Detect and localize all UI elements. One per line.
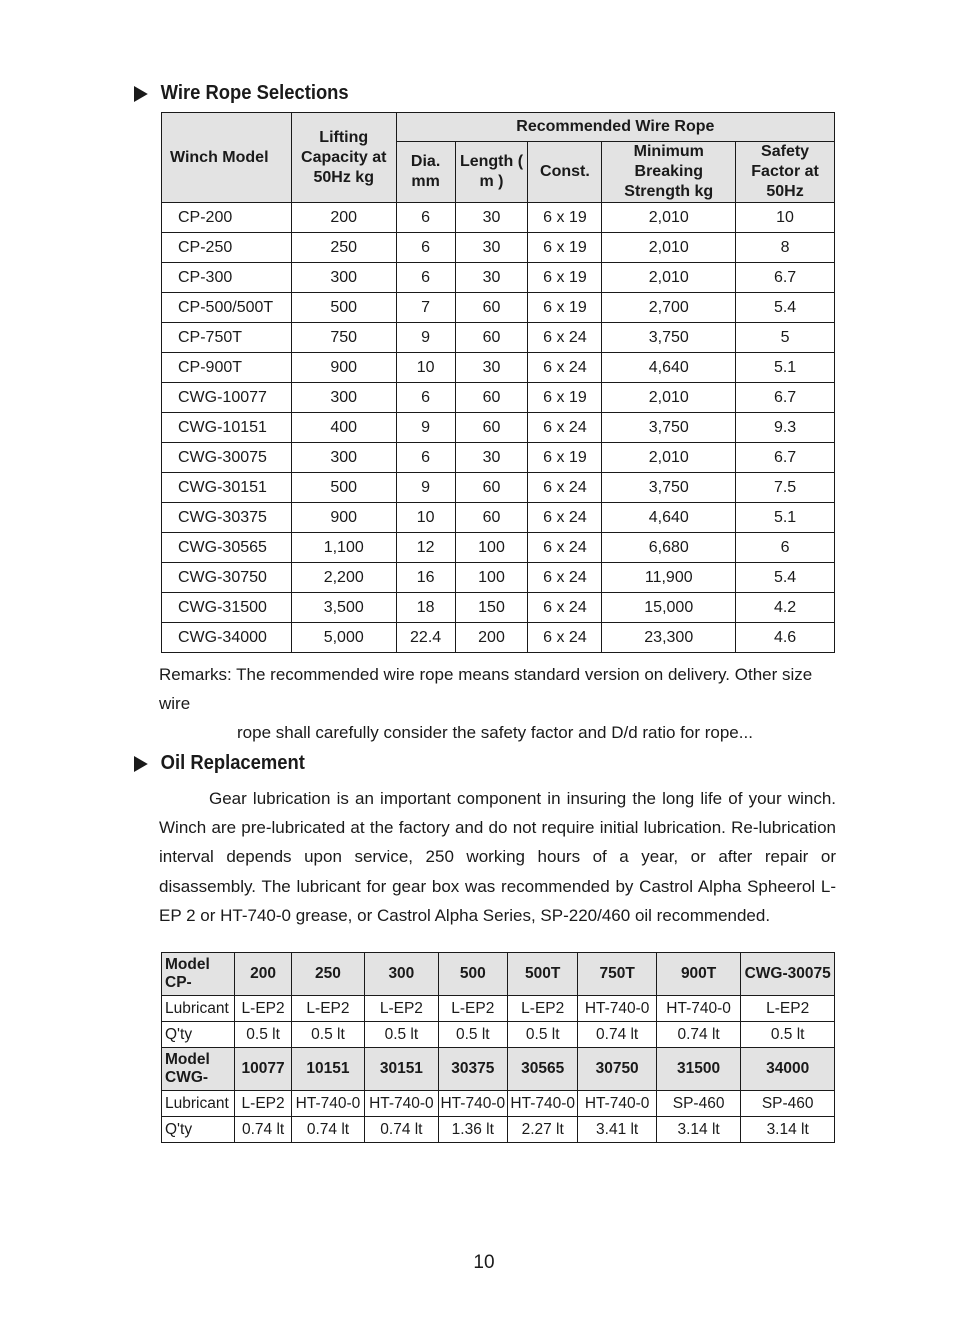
table-cell: 0.5 lt	[235, 1022, 291, 1048]
table-cell: 6	[396, 443, 455, 473]
table-cell: 0.74 lt	[365, 1117, 438, 1143]
header-min-breaking-strength: Minimum Breaking Strength kg	[602, 142, 736, 203]
table-cell: 30151	[365, 1048, 438, 1091]
table-cell: 60	[455, 323, 528, 353]
table-cell: 300	[291, 263, 396, 293]
table-cell: 2,700	[602, 293, 736, 323]
table-cell: 5	[736, 323, 835, 353]
table-cell: 30	[455, 353, 528, 383]
triangle-bullet-icon	[134, 86, 148, 102]
row-label: Lubricant	[162, 996, 235, 1022]
table-cell: HT-740-0	[578, 1091, 656, 1117]
table-cell: 2,010	[602, 383, 736, 413]
table-cell: CP-500/500T	[162, 293, 292, 323]
table-cell: 10	[396, 503, 455, 533]
table-cell: 750	[291, 323, 396, 353]
table-cell: 200	[235, 953, 291, 996]
row-label: Q'ty	[162, 1022, 235, 1048]
oil-table-body	[162, 953, 835, 1143]
table-cell: CWG-34000	[162, 623, 292, 653]
table-cell: 500T	[508, 953, 578, 996]
table-cell: 34000	[741, 1048, 835, 1091]
table-cell: 100	[455, 563, 528, 593]
table-cell: CWG-30375	[162, 503, 292, 533]
table-cell: CWG-30075	[162, 443, 292, 473]
wire-rope-table-body	[162, 203, 835, 653]
table-cell: CWG-30750	[162, 563, 292, 593]
table-cell: 15,000	[602, 593, 736, 623]
table-cell: L-EP2	[235, 1091, 291, 1117]
table-cell: 6 x 19	[528, 293, 602, 323]
table-cell: 6 x 24	[528, 563, 602, 593]
table-row	[162, 413, 835, 443]
table-cell: 60	[455, 413, 528, 443]
table-cell: 30375	[438, 1048, 507, 1091]
header-safety-factor: Safety Factor at 50Hz	[736, 142, 835, 203]
header-recommended-wire-rope: Recommended Wire Rope	[396, 113, 834, 142]
table-cell: 2.27 lt	[508, 1117, 578, 1143]
triangle-bullet-icon	[134, 756, 148, 772]
qty-row	[162, 1117, 835, 1143]
table-cell: 12	[396, 533, 455, 563]
table-cell: 4.2	[736, 593, 835, 623]
table-cell: 4,640	[602, 353, 736, 383]
table-row	[162, 593, 835, 623]
table-cell: 18	[396, 593, 455, 623]
table-cell: 6	[396, 383, 455, 413]
table-cell: 6 x 24	[528, 503, 602, 533]
table-cell: HT-740-0	[578, 996, 656, 1022]
table-cell: 9.3	[736, 413, 835, 443]
remarks	[159, 660, 839, 747]
table-cell: 6	[396, 263, 455, 293]
table-cell: 900	[291, 353, 396, 383]
table-cell: 30	[455, 203, 528, 233]
table-cell: 6 x 24	[528, 593, 602, 623]
table-cell: HT-740-0	[438, 1091, 507, 1117]
table-cell: 3,750	[602, 323, 736, 353]
table-cell: L-EP2	[508, 996, 578, 1022]
table-cell: 6 x 24	[528, 353, 602, 383]
header-lifting-capacity: Lifting Capacity at 50Hz kg	[291, 113, 396, 203]
table-cell: L-EP2	[438, 996, 507, 1022]
table-row	[162, 563, 835, 593]
table-cell: 8	[736, 233, 835, 263]
table-cell: 2,200	[291, 563, 396, 593]
table-cell: 23,300	[602, 623, 736, 653]
table-cell: 300	[365, 953, 438, 996]
table-cell: CWG-30565	[162, 533, 292, 563]
table-row	[162, 443, 835, 473]
table-cell: 300	[291, 443, 396, 473]
table-cell: 30565	[508, 1048, 578, 1091]
table-cell: 0.74 lt	[656, 1022, 741, 1048]
table-cell: 2,010	[602, 203, 736, 233]
row-label: Q'ty	[162, 1117, 235, 1143]
row-label: Model CWG-	[162, 1048, 235, 1091]
table-cell: 6.7	[736, 383, 835, 413]
table-cell: L-EP2	[365, 996, 438, 1022]
table-cell: CP-750T	[162, 323, 292, 353]
table-cell: 60	[455, 473, 528, 503]
remarks-line-1: Remarks: The recommended wire rope means standard version on delivery. Other size wire	[159, 665, 813, 713]
table-cell: 900T	[656, 953, 741, 996]
table-cell: HT-740-0	[365, 1091, 438, 1117]
table-cell: 4.6	[736, 623, 835, 653]
table-cell: 3.14 lt	[741, 1117, 835, 1143]
table-cell: 5.1	[736, 503, 835, 533]
table-cell: 2,010	[602, 443, 736, 473]
lubricant-row	[162, 996, 835, 1022]
table-cell: 0.5 lt	[508, 1022, 578, 1048]
table-cell: CWG-10077	[162, 383, 292, 413]
table-row	[162, 203, 835, 233]
table-cell: 3.14 lt	[656, 1117, 741, 1143]
table-cell: 6 x 24	[528, 473, 602, 503]
table-cell: HT-740-0	[508, 1091, 578, 1117]
table-cell: CP-200	[162, 203, 292, 233]
table-cell: L-EP2	[741, 996, 835, 1022]
table-cell: 7	[396, 293, 455, 323]
wire-rope-title-text: Wire Rope Selections	[160, 82, 349, 104]
table-cell: 5,000	[291, 623, 396, 653]
table-cell: 0.74 lt	[235, 1117, 291, 1143]
table-cell: 3,500	[291, 593, 396, 623]
table-cell: 9	[396, 473, 455, 503]
remarks-line-2: rope shall carefully consider the safety factor and D/d ratio for rope...	[237, 723, 753, 742]
table-row	[162, 323, 835, 353]
table-cell: 3,750	[602, 473, 736, 503]
table-cell: 2,010	[602, 263, 736, 293]
table-cell: 4,640	[602, 503, 736, 533]
table-cell: 9	[396, 323, 455, 353]
table-cell: 5.1	[736, 353, 835, 383]
table-cell: 200	[291, 203, 396, 233]
table-cell: 900	[291, 503, 396, 533]
row-label: Model CP-	[162, 953, 235, 996]
table-cell: 30	[455, 233, 528, 263]
table-cell: 750T	[578, 953, 656, 996]
table-cell: HT-740-0	[291, 1091, 364, 1117]
table-cell: 60	[455, 293, 528, 323]
wire-rope-table	[161, 112, 835, 653]
table-cell: 6 x 24	[528, 533, 602, 563]
oil-paragraph-text: Gear lubrication is an important component in insuring the long life of your winch. Winch are pre-lubricated at the factory and do not require initial lubrication. Re-lubrication interval depends upon service, 250 working hours of a year, or after repair or disassembly. The lubricant for gear box was recommended by Castrol Alpha Spheerol L-EP 2 or HT-740-0 grease, or Castrol Alpha Series, SP-220/460 oil recommended.	[159, 789, 836, 925]
table-cell: L-EP2	[235, 996, 291, 1022]
table-cell: 0.5 lt	[365, 1022, 438, 1048]
table-cell: 30	[455, 443, 528, 473]
table-cell: 6	[396, 203, 455, 233]
row-label: Lubricant	[162, 1091, 235, 1117]
header-length: Length ( m )	[455, 142, 528, 203]
model-row	[162, 953, 835, 996]
table-cell: CWG-10151	[162, 413, 292, 443]
table-cell: 3.41 lt	[578, 1117, 656, 1143]
table-cell: CWG-30075	[741, 953, 835, 996]
table-cell: 6 x 24	[528, 413, 602, 443]
header-dia: Dia. mm	[396, 142, 455, 203]
table-cell: 22.4	[396, 623, 455, 653]
table-row	[162, 293, 835, 323]
table-row	[162, 353, 835, 383]
table-cell: 250	[291, 233, 396, 263]
table-cell: 7.5	[736, 473, 835, 503]
table-cell: 10077	[235, 1048, 291, 1091]
table-cell: 6 x 24	[528, 323, 602, 353]
table-cell: 500	[291, 293, 396, 323]
oil-title-text: Oil Replacement	[160, 752, 305, 774]
table-cell: 10151	[291, 1048, 364, 1091]
table-cell: 6.7	[736, 263, 835, 293]
table-cell: 1,100	[291, 533, 396, 563]
header-const: Const.	[528, 142, 602, 203]
table-cell: 0.5 lt	[438, 1022, 507, 1048]
table-cell: 5.4	[736, 293, 835, 323]
table-cell: 6 x 24	[528, 623, 602, 653]
table-row	[162, 503, 835, 533]
table-cell: 6	[736, 533, 835, 563]
table-row	[162, 383, 835, 413]
table-cell: 1.36 lt	[438, 1117, 507, 1143]
table-cell: 2,010	[602, 233, 736, 263]
oil-table	[161, 952, 835, 1143]
table-cell: 6 x 19	[528, 203, 602, 233]
table-cell: 100	[455, 533, 528, 563]
table-row	[162, 263, 835, 293]
table-cell: 6	[396, 233, 455, 263]
model-row	[162, 1048, 835, 1091]
qty-row	[162, 1022, 835, 1048]
table-cell: 3,750	[602, 413, 736, 443]
table-cell: 60	[455, 503, 528, 533]
table-cell: CP-900T	[162, 353, 292, 383]
table-cell: 0.74 lt	[291, 1117, 364, 1143]
table-cell: 6 x 19	[528, 383, 602, 413]
table-cell: HT-740-0	[656, 996, 741, 1022]
table-cell: 6 x 19	[528, 443, 602, 473]
table-row	[162, 533, 835, 563]
wire-rope-section-title	[134, 82, 349, 105]
table-cell: 6,680	[602, 533, 736, 563]
table-cell: 200	[455, 623, 528, 653]
table-cell: CWG-31500	[162, 593, 292, 623]
table-cell: SP-460	[741, 1091, 835, 1117]
table-cell: 500	[438, 953, 507, 996]
table-cell: 10	[736, 203, 835, 233]
table-cell: 6.7	[736, 443, 835, 473]
lubricant-row	[162, 1091, 835, 1117]
table-cell: 250	[291, 953, 364, 996]
table-cell: 10	[396, 353, 455, 383]
table-cell: CWG-30151	[162, 473, 292, 503]
table-cell: 500	[291, 473, 396, 503]
oil-paragraph	[159, 784, 836, 930]
table-cell: 6 x 19	[528, 233, 602, 263]
table-cell: SP-460	[656, 1091, 741, 1117]
table-cell: CP-300	[162, 263, 292, 293]
table-cell: 5.4	[736, 563, 835, 593]
table-cell: 9	[396, 413, 455, 443]
table-cell: 6 x 19	[528, 263, 602, 293]
table-row	[162, 233, 835, 263]
table-cell: 31500	[656, 1048, 741, 1091]
table-cell: 300	[291, 383, 396, 413]
table-cell: 0.5 lt	[741, 1022, 835, 1048]
table-cell: L-EP2	[291, 996, 364, 1022]
table-cell: CP-250	[162, 233, 292, 263]
table-cell: 400	[291, 413, 396, 443]
table-row	[162, 623, 835, 653]
page-number: 10	[473, 1252, 495, 1273]
table-cell: 30	[455, 263, 528, 293]
table-row	[162, 473, 835, 503]
table-cell: 0.74 lt	[578, 1022, 656, 1048]
header-winch-model: Winch Model	[162, 113, 292, 203]
table-cell: 150	[455, 593, 528, 623]
table-cell: 60	[455, 383, 528, 413]
table-cell: 16	[396, 563, 455, 593]
oil-section-title	[134, 752, 305, 775]
table-cell: 0.5 lt	[291, 1022, 364, 1048]
table-cell: 11,900	[602, 563, 736, 593]
table-cell: 30750	[578, 1048, 656, 1091]
